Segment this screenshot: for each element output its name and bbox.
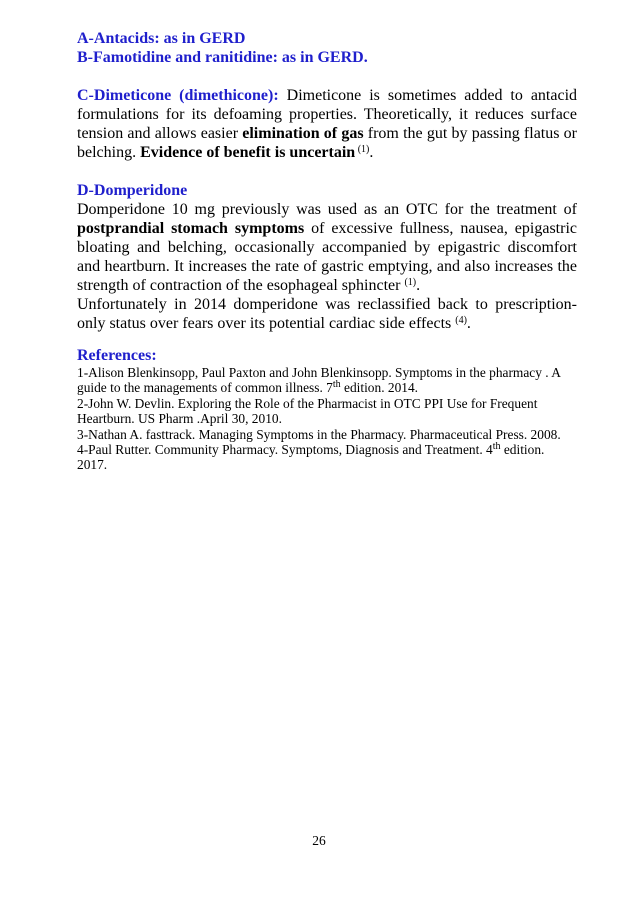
reference-superscript: th xyxy=(332,379,341,391)
reference-text: 4-Paul Rutter. Community Pharmacy. Symptoms, Diagnosis and Treatment. 4 xyxy=(77,442,493,458)
reference-item: 3-Nathan A. fasttrack. Managing Symptoms in the Pharmacy. Pharmaceutical Press. 2008. xyxy=(77,426,561,442)
reference-text: 1-Alison Blenkinsopp, Paul Paxton and John Blenkinsopp. Symptoms in the pharmacy . A guide to the managements of common illness. 7 xyxy=(77,365,561,396)
references-heading: References: xyxy=(77,347,157,364)
section-d-text-2: of excessive fullness, nausea, epigastric bloating and belching, occasionally accompanied by epigastric discomfort and heartburn. It increases the rate of gastric emptying, and also increases the strength of contraction of the esophageal sphincter xyxy=(77,220,577,294)
section-a-heading: A-Antacids: as in GERD xyxy=(77,30,246,47)
section-d-paragraph-1 xyxy=(77,200,577,295)
section-c-heading: C-Dimeticone (dimethicone): xyxy=(77,87,279,104)
section-c-text-2: from the gut by passing flatus or belching. xyxy=(77,125,578,161)
reference-item xyxy=(77,365,577,396)
section-d-end-2: . xyxy=(466,315,471,332)
references-list xyxy=(77,365,577,473)
reference-superscript: th xyxy=(492,441,501,453)
section-d-end-1: . xyxy=(416,277,421,294)
reference-text: edition. 2017. xyxy=(77,442,545,473)
section-c-bold-1: elimination of gas xyxy=(242,125,364,142)
section-d-text-3: Unfortunately in 2014 domperidone was reclassified back to prescription-only status over fears over its potential cardiac side effects xyxy=(77,296,577,332)
section-c-bold-2: Evidence of benefit is uncertain xyxy=(140,144,356,161)
section-d-heading: D-Domperidone xyxy=(77,182,188,199)
section-d-bold: postprandial stomach symptoms xyxy=(77,220,305,237)
document-page xyxy=(77,29,577,473)
citation-marker: (4) xyxy=(455,315,467,326)
reference-item: 2-John W. Devlin. Exploring the Role of the Pharmacist in OTC PPI Use for Frequent Heartburn. US Pharm .April 30, 2010. xyxy=(77,395,538,427)
section-c-text-1: Dimeticone is sometimes added to antacid formulations for its defoaming properties. Theoretically, it reduces surface tension and allows easier xyxy=(77,87,578,142)
citation-marker: (1) xyxy=(404,277,417,288)
section-c-end: . xyxy=(369,144,374,161)
section-c-paragraph xyxy=(77,86,577,162)
reference-text: edition. 2014. xyxy=(340,380,419,396)
section-d-paragraph-2 xyxy=(77,295,577,333)
section-d-text-1: Domperidone 10 mg previously was used as an OTC for the treatment of xyxy=(77,201,577,218)
section-b-heading: B-Famotidine and ranitidine: as in GERD. xyxy=(77,49,368,66)
citation-marker: (1) xyxy=(355,144,370,155)
reference-item xyxy=(77,442,577,473)
page-number: 26 xyxy=(312,833,326,848)
